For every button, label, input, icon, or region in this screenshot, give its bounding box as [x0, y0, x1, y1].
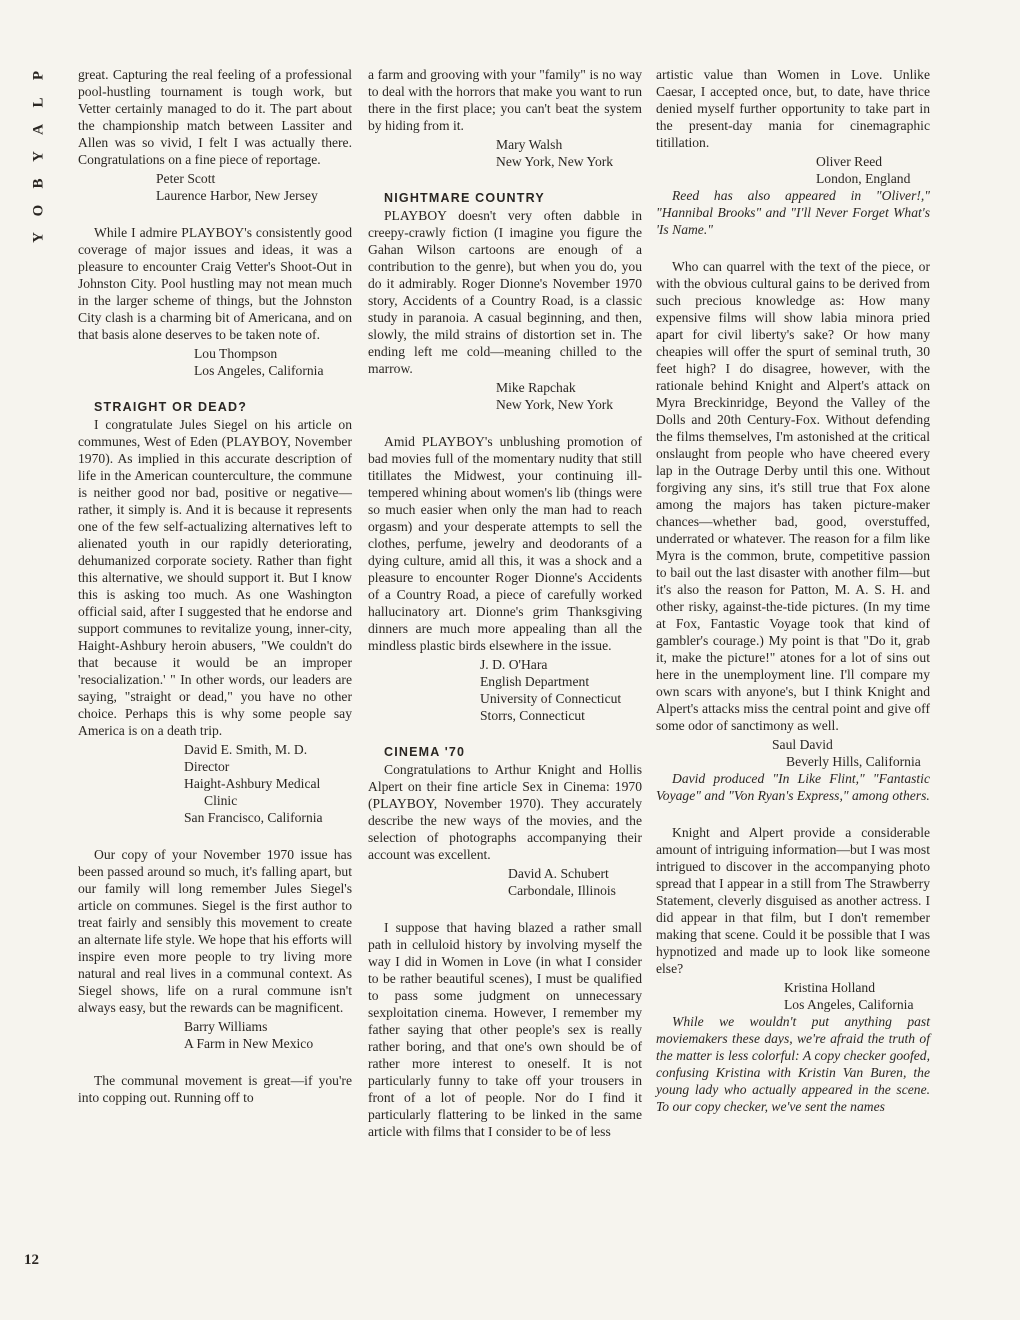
letter-paragraph: Our copy of your November 1970 issue has been passed around so much, it's falling apart, but our family will long remember Jules Siegel's article on communes. Siegel is the first author to treat fairly and sensibly this movement to create an alternate life style. We hope that his efforts will inspire even more people to try living more natural and real lives in a communal context. As Siegel shows, life on a rural commune isn't always easy, but the rewards can be magnificent.: [78, 847, 352, 1015]
signature-title: Director: [184, 759, 230, 774]
section-heading: STRAIGHT OR DEAD?: [94, 400, 248, 414]
editor-reply: Reed has also appeared in "Oliver!," "Hannibal Brooks" and "I'll Never Forget What's 'Is Name.": [656, 188, 930, 237]
signature-org: Clinic: [204, 793, 238, 808]
letter-paragraph: artistic value than Women in Love. Unlike Caesar, I accepted once, but, to date, have thrice denied myself further opportunity to take part in the present-day mania for cinemagraphic titillation.: [656, 67, 930, 150]
signature-place: Los Angeles, California: [784, 997, 914, 1012]
letter-paragraph: I congratulate Jules Siegel on his article on communes, West of Eden (PLAYBOY, November 1970). As implied in this accurate description of life in the American counterculture, the commune is neither good nor bad, positive or negative—rather, it simply is. And it is because it represents one of the few self-actualizing alternatives left to alienated youth in our rapidly deteriorating, dehumanized corporate society. Rather than fight this alternative, we should support it. But I know this is asking too much. As one Washington official said, after I suggested that he endorse and support communes to revitalize young, inner-city, Haight-Ashbury heroin abusers, "We couldn't do that because it would be an improper 'resocialization.' " In other words, our leaders are saying, "straight or dead," you have no other choice. Perhaps this is why some people say America is on a death trip.: [78, 417, 352, 738]
signature: [368, 656, 642, 724]
signature-name: David A. Schubert: [508, 866, 609, 881]
running-head-letter: Y: [30, 232, 47, 243]
signature-name: Mary Walsh: [496, 137, 563, 152]
signature-dept: English Department: [480, 674, 590, 689]
signature-name: Oliver Reed: [816, 154, 883, 169]
letter-paragraph: Congratulations to Arthur Knight and Hollis Alpert on their fine article Sex in Cinema: 1970 (PLAYBOY, November 1970). They accurately describe the new ways of the movies, and the selection of photographs accompanying their account was excellent.: [368, 762, 642, 862]
signature-name: Barry Williams: [184, 1019, 268, 1034]
signature-place: New York, New York: [496, 154, 614, 169]
signature: [78, 170, 352, 204]
running-head-letter: O: [30, 204, 47, 217]
signature-place: San Francisco, California: [184, 810, 323, 825]
signature-name: Saul David: [772, 737, 833, 752]
letter-paragraph: Who can quarrel with the text of the piece, or with the obvious cultural gains to be derived from such precious knowledge as: How many expensive films will show labia minora pried apart for civil liberty's sake? Or how many cheapies will offer the spurt of seminal truth, 30 feet high? I do disagree, however, with the rationale behind Knight and Alpert's attack on Myra Breckinridge, Beyond the Valley of the Dolls and 20th Century-Fox. Without defending the films themselves, I'm astonished at the critical onslaught from people who have cheered every lap in the Outrage Derby until this one. Without forgiving any sins, it's still true that Fox alone among the majors has taken picture-maker chances—whether bad, good, overstuffed, underrated or whatever. The reason for a film like Myra is the common, brute, competitive passion to bail out the last disaster with another film—but it's also the reason for Patton, M. A. S. H. and other risky, against-the-tide pictures. (In my time at Fox, Fantastic Voyage took that kind of gambler's courage.) My point is that "Do it, grab it, make the picture!" atones for a lot of sins out here in the unemployment line. I'll compare my own scars with anyone's, but I think Knight and Alpert's attacks miss the central point and give off some odor of sanctimony as well.: [656, 259, 930, 733]
signature-name: Peter Scott: [156, 171, 216, 186]
signature-name: Mike Rapchak: [496, 380, 576, 395]
column-1: [78, 66, 352, 1106]
signature-place: New York, New York: [496, 397, 614, 412]
editor-reply: While we wouldn't put anything past moviemakers these days, we're afraid the truth of the matter is less colorful: A copy checker goofed, confusing Kristina with Kristin Van Buren, the young lady who actually appeared in the scene. To our copy checker, we've sent the names: [656, 1014, 930, 1114]
signature-name: David E. Smith, M. D.: [184, 742, 308, 757]
signature-place: London, England: [816, 171, 911, 186]
running-head-letter: P: [30, 70, 47, 81]
signature: [78, 1018, 352, 1052]
letter-paragraph: The communal movement is great—if you're into copping out. Running off to: [78, 1073, 352, 1105]
letter-paragraph: a farm and grooving with your "family" is no way to deal with the horrors that make you want to run there in the first place; you can't beat the system by hiding from it.: [368, 67, 642, 133]
letter-paragraph: While I admire PLAYBOY's consistently good coverage of major issues and ideas, it was a pleasure to encounter Craig Vetter's Shoot-Out in Johnston City. Pool hustling may not mean much in the larger scheme of things, but the Johnston City clash is a charming bit of Americana, and on that basis alone deserves to be taken note of.: [78, 225, 352, 342]
signature: [656, 736, 930, 770]
editor-reply: David produced "In Like Flint," "Fantastic Voyage" and "Von Ryan's Express," among others.: [656, 771, 930, 803]
letter-paragraph: Knight and Alpert provide a considerable amount of intriguing information—but I was most intrigued to discover in the accompanying photo spread that I appear in a still from The Strawberry Statement, cleverly disguised as another actress. I did appear in that film, but I don't remember making that scene. Could it be possible that I was hypnotized and made up to look like someone else?: [656, 825, 930, 976]
letter-paragraph: great. Capturing the real feeling of a professional pool-hustling tournament is tough work, but Vetter certainly managed to do it. The part about the championship match between Lassiter and Allen was so vivid, I felt I was actually there. Congratulations on a fine piece of reportage.: [78, 67, 352, 167]
letter-paragraph: I suppose that having blazed a rather small path in celluloid history by involving myself the way I did in Women in Love (in what I consider to be rather beautiful scenes), I must be qualified to pass some judgment on unnecessary sexploitation cinema. However, I remember my father saying that other people's sex is really rather boring, and that one's own should be of rather more interest to oneself. It is not particularly funny to take off your trousers in front of a lot of people. Nor do I find it particularly flattering to be linked in the same article with films that I consider to be of less: [368, 920, 642, 1139]
signature-org: University of Connecticut: [480, 691, 622, 706]
signature-name: Lou Thompson: [194, 346, 278, 361]
letter-paragraph: Amid PLAYBOY's unblushing promotion of bad movies full of the momentary nudity that still titillates the Midwest, your continuing ill-tempered whining about women's lib (things were so much easier when only the man had to reach orgasm) and your desperate attempts to sell the clothes, perfume, jewelry and deodorants of a dying culture, amid all this, it was a shock and a pleasure to encounter Roger Dionne's Accidents of a Country Road, a piece of carefully worked hallucinatory art. Dionne's grim Thanksgiving dinners are much more appealing than all the mindless plastic birds elsewhere in the issue.: [368, 434, 642, 653]
signature: [368, 136, 642, 170]
signature-name: J. D. O'Hara: [480, 657, 548, 672]
signature-place: Carbondale, Illinois: [508, 883, 616, 898]
letter-paragraph: PLAYBOY doesn't very often dabble in creepy-crawly fiction (I imagine you figure the Gahan Wilson cartoons are enough of a contribution to the genre), but when you do, you do it admirably. Roger Dionne's November 1970 story, Accidents of a Country Road, is a classic study in paranoia. A casual beginning, and then, slowly, the mild strains of distortion set in. The ending left me cold—meaning chilled to the marrow.: [368, 208, 642, 376]
section-heading: NIGHTMARE COUNTRY: [384, 191, 545, 205]
signature-org: Haight-Ashbury Medical: [184, 776, 321, 791]
running-head-letter: Y: [30, 151, 47, 162]
signature: [368, 865, 642, 899]
running-head-letter: B: [30, 178, 47, 189]
signature: [368, 379, 642, 413]
signature: [78, 741, 352, 826]
section-heading: CINEMA '70: [384, 745, 466, 759]
running-head-letter: A: [30, 124, 47, 135]
signature: [656, 979, 930, 1013]
running-head: [28, 62, 50, 251]
signature-place: Beverly Hills, California: [786, 754, 921, 769]
signature-place: A Farm in New Mexico: [184, 1036, 314, 1051]
column-3: [656, 66, 930, 1115]
signature: [656, 153, 930, 187]
signature-place: Storrs, Connecticut: [480, 708, 585, 723]
signature: [78, 345, 352, 379]
page-number: 12: [24, 1252, 39, 1268]
signature-place: Los Angeles, California: [194, 363, 324, 378]
column-2: [368, 66, 642, 1140]
signature-name: Kristina Holland: [784, 980, 875, 995]
signature-place: Laurence Harbor, New Jersey: [156, 188, 318, 203]
running-head-letter: L: [30, 97, 47, 108]
